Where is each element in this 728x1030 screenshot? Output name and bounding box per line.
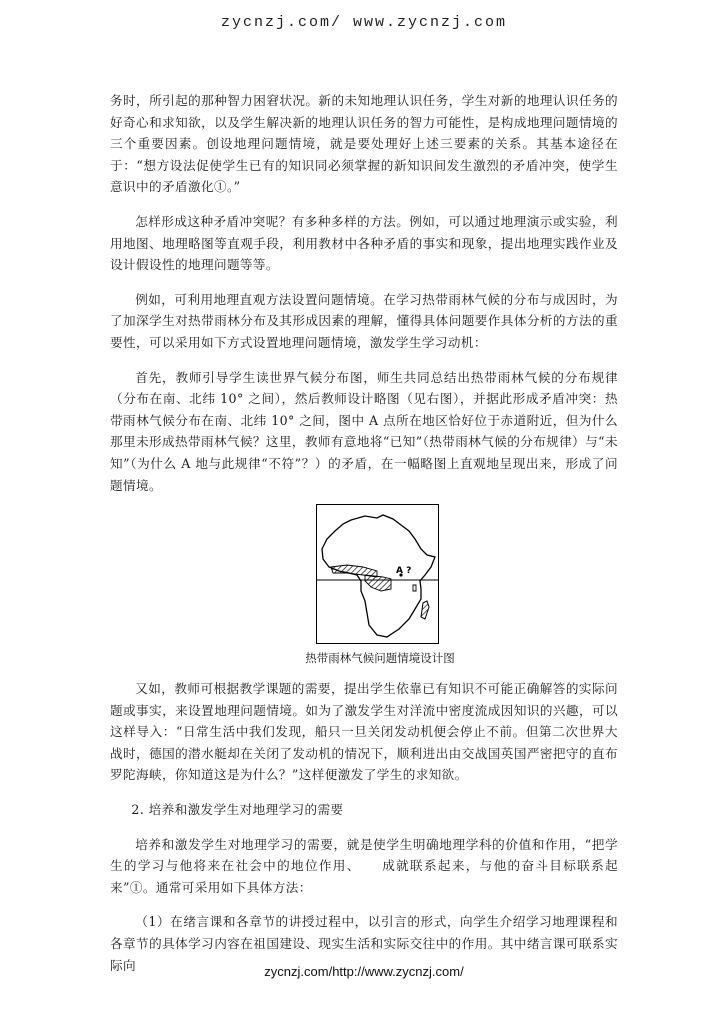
paragraph-second-example: 又如，教师可根据教学课题的需要，提出学生依靠已有知识不可能正确解答的实际问题或事实，来设置地理问题情境。如为了激发学生对洋流中密度流成因知识的兴趣，可以这样导入：“日常生活中我们发现，船只一旦关闭发动机便会停止不前。但第二次世界大战时，德国的潜水艇却在关闭了发动机的情况下，顺利进出由交战国英国严密把守的直布罗陀海峡，你知道这是为什么？”这样便激发了学生的求知欲。 bbox=[110, 681, 618, 783]
paragraph-continued: 务时，所引起的那种智力困窘状况。新的未知地理认识任务，学生对新的地理认识任务的好奇心和求知欲，以及学生解决新的地理认识任务的智力可能性，是构成地理问题情境的三个重要因素。创设地理问题情境，就是要处理好上述三要素的关系。其基本途径在于：“想方设法促使学生已有的知识同必须掌握的新知识间发生激烈的矛盾冲突，使学生意识中的矛盾激化①。” bbox=[110, 93, 618, 195]
page-footer: zycnzj.com/http://www.zycnzj.com/ bbox=[264, 964, 464, 979]
paragraph-example-intro: 例如，可利用地理直观方法设置问题情境。在学习热带雨林气候的分布与成因时，为了加深学生对热带雨林分布及其形成因素的理解，懂得具体问题要作具体分析的方法的重要性，可以采用如下方式设置地理问题情境，激发学生学习动机： bbox=[110, 291, 618, 350]
paragraph-need: 培养和激发学生对地理学习的需要，就是使学生明确地理学科的价值和作用，“把学生的学习与他将来在社会中的地位作用、 成就联系起来，与他的奋斗目标联系起来”①。通常可采用如下具体方法： bbox=[110, 836, 618, 895]
paragraph-method-1: （1）在绪言课和各章节的讲授过程中，以引言的形式，向学生介绍学习地理课程和各章节的具体学习内容在祖国建设、现实生活和实际交往中的作用。其中绪言课可联系实际向 bbox=[110, 914, 618, 973]
map-frame bbox=[316, 504, 439, 644]
figure bbox=[110, 504, 618, 674]
paragraph-example-detail: 首先，教师引导学生读世界气候分布图，师生共同总结出热带雨林气候的分布规律（分布在南、北纬 10° 之间），然后教师设计略图（见右图），并据此形成矛盾冲突：热带雨林气候分布在南、北纬 10° 之间，图中 A 点所在地区恰好位于赤道附近，但为什么那里未形成热带雨林气候？这里，教师有意地将“已知”（热带雨林气候的分布规律）与“未知”（为什么 A 地与此规律“不符”？）的矛盾，在一幅略图上直观地呈现出来，形成了问题情境。 bbox=[110, 369, 618, 493]
paragraph-methods: 怎样形成这种矛盾冲突呢？有多种多样的方法。例如，可以通过地理演示或实验，利用地图、地理略图等直观手段，利用教材中各种矛盾的事实和现象，提出地理实践作业及设计假设性的地理问题等等。 bbox=[110, 213, 618, 273]
madagascar-island bbox=[421, 601, 429, 619]
figure-caption: 热带雨林气候问题情境设计图 bbox=[305, 651, 455, 666]
africa-map-icon bbox=[317, 505, 438, 643]
section-heading: 2. 培养和激发学生对地理学习的需要 bbox=[131, 802, 344, 818]
continent-outline bbox=[322, 515, 435, 637]
coast-marker bbox=[413, 585, 416, 591]
page-content bbox=[110, 90, 618, 976]
point-a-label: A ? bbox=[396, 566, 412, 577]
page-header: zycnzj.com/ www.zycnzj.com bbox=[220, 14, 508, 31]
